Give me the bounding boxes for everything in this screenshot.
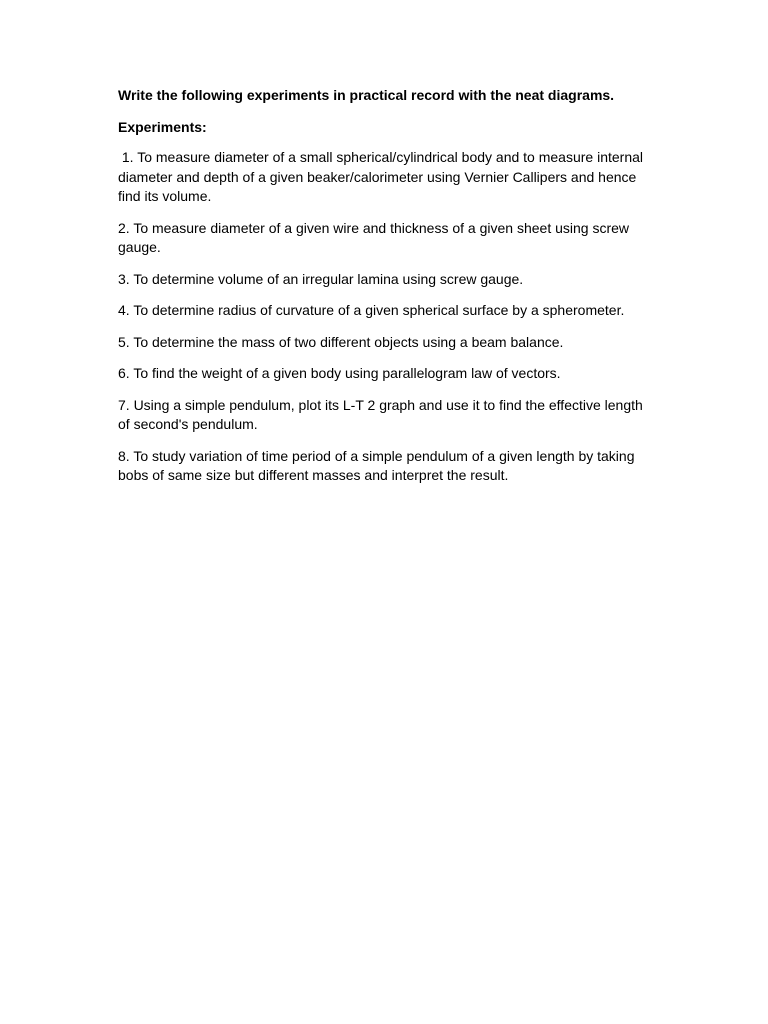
experiments-subheading: Experiments: <box>118 119 207 135</box>
document-heading: Write the following experiments in practical record with the neat diagrams. <box>118 87 615 103</box>
experiment-item-8: 8. To study variation of time period of a simple pendulum of a given length by taking bobs of same size but different masses and interpret the result. <box>118 447 635 483</box>
experiment-item-1: 1. To measure diameter of a small spherical/cylindrical body and to measure internal diameter and depth of a given beaker/calorimeter using Vernier Callipers and hence find its volume. <box>118 149 647 204</box>
experiment-item-5: 5. To determine the mass of two different objects using a beam balance. <box>118 333 564 350</box>
document-page <box>118 86 658 498</box>
experiment-item-6: 6. To find the weight of a given body using parallelogram law of vectors. <box>118 365 561 381</box>
experiment-item-3: 3. To determine volume of an irregular lamina using screw gauge. <box>118 270 524 287</box>
experiments-list <box>118 148 658 486</box>
experiment-item-7: 7. Using a simple pendulum, plot its L-T 2 graph and use it to find the effective length of second's pendulum. <box>118 396 643 432</box>
experiment-item-4: 4. To determine radius of curvature of a given spherical surface by a spherometer. <box>118 302 625 318</box>
experiment-item-2: 2. To measure diameter of a given wire and thickness of a given sheet using screw gauge. <box>118 219 630 255</box>
